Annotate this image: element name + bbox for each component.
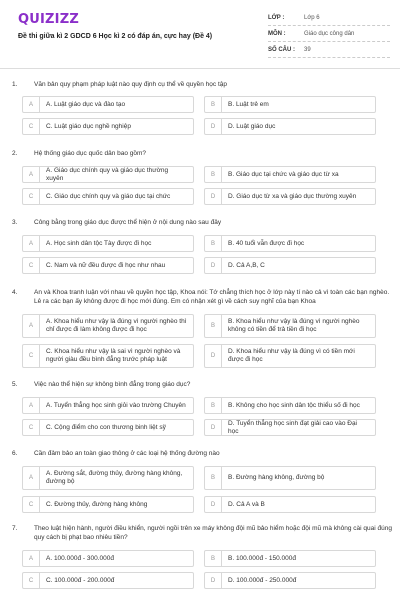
option-d[interactable]: D D. Tuyển thẳng học sinh đạt giải cao vào Đại học (204, 419, 376, 436)
worksheet-meta (268, 10, 390, 58)
question-6 (12, 449, 392, 458)
meta-row-subject (268, 26, 390, 42)
question-number: 1. (12, 81, 18, 88)
option-d[interactable]: D D. Cả A và B (204, 496, 376, 513)
meta-value: 39 (304, 46, 311, 53)
option-b[interactable]: B B. Đường hàng không, đường bộ (204, 466, 376, 490)
option-b[interactable]: B B. 100.000đ - 150.000đ (204, 550, 376, 567)
meta-value: Lớp 6 (304, 14, 320, 21)
option-b[interactable]: B B. Luật trẻ em (204, 96, 376, 113)
question-text: Việc nào thể hiện sự không bình đẳng trong giáo dục? (34, 381, 191, 388)
option-a[interactable]: A A. 100.000đ - 300.000đ (22, 550, 194, 567)
meta-label: SỐ CÂU : (268, 46, 295, 53)
question-text: Cần đảm bảo an toàn giao thông ở các loại hệ thống đường nào (34, 450, 220, 457)
option-a[interactable]: A A. Giáo dục chính quy và giáo dục thường xuyên (22, 166, 194, 183)
question-text: Văn bản quy phạm pháp luật nào quy định cụ thể về quyền học tập (34, 81, 227, 88)
option-d[interactable]: D D. Khoa hiểu như vậy là đúng vì có tiền mới được đi học (204, 344, 376, 368)
question-number: 3. (12, 219, 18, 226)
option-c[interactable]: C C. Nam và nữ đều được đi học như nhau (22, 257, 194, 274)
option-c[interactable]: C C. Đường thủy, đường hàng không (22, 496, 194, 513)
option-c[interactable]: C C. 100.000đ - 200.000đ (22, 572, 194, 589)
meta-label: MÔN : (268, 30, 286, 37)
option-a[interactable]: A A. Đường sắt, đường thủy, đường hàng không, đường bộ (22, 466, 194, 490)
option-a[interactable]: A A. Khoa hiểu như vậy là đúng vì người nghèo thì chỉ được đi làm không được đi học (22, 314, 194, 338)
option-a[interactable]: A A. Học sinh dân tộc Tày được đi học (22, 235, 194, 252)
meta-row-class (268, 10, 390, 26)
question-text: Theo luật hiện hành, người điều khiển, người ngồi trên xe máy không đội mũ bảo hiểm hoặc đội mũ mà không cài quai đúng quy cách bị phạt bao nhiêu tiền? (34, 525, 392, 541)
option-b[interactable]: B B. Không cho học sinh dân tộc thiểu số đi học (204, 397, 376, 414)
question-5 (12, 380, 392, 389)
question-3 (12, 218, 392, 227)
option-c[interactable]: C C. Khoa hiểu như vậy là sai vì người nghèo và người giàu đều bình đẳng trước pháp luật (22, 344, 194, 368)
meta-row-count (268, 42, 390, 58)
question-text: An và Khoa tranh luận với nhau về quyền học tập, Khoa nói: Tớ chẳng thích học ở lớp này tí nào cả vì toàn các bạn nghèo. Lê ra các bạn ấy không được đi học mới đúng. Em có nhận xét gì về cách suy nghĩ của bạn Khoa (34, 289, 390, 305)
option-d[interactable]: D D. Luật giáo dục (204, 118, 376, 135)
question-number: 7. (12, 525, 18, 532)
meta-label: LỚP : (268, 14, 285, 21)
option-b[interactable]: B B. Giáo dục tại chức và giáo dục từ xa (204, 166, 376, 183)
option-d[interactable]: D D. Cả A,B, C (204, 257, 376, 274)
question-4 (12, 288, 392, 306)
option-c[interactable]: C C. Luật giáo dục nghề nghiệp (22, 118, 194, 135)
option-b[interactable]: B B. Khoa hiểu như vậy là đúng vì người nghèo không có tiền để trả tiền đi học (204, 314, 376, 338)
question-text: Công bằng trong giáo dục được thể hiện ở nội dung nào sau đây (34, 219, 222, 226)
question-1 (12, 80, 392, 89)
option-d[interactable]: D D. 100.000đ - 250.000đ (204, 572, 376, 589)
question-number: 5. (12, 381, 18, 388)
quizizz-logo: QUIZIZZ (18, 12, 79, 27)
option-a[interactable]: A A. Luật giáo dục và đào tạo (22, 96, 194, 113)
question-number: 2. (12, 150, 18, 157)
option-b[interactable]: B B. 40 tuổi vẫn được đi học (204, 235, 376, 252)
worksheet-header (0, 0, 400, 65)
option-d[interactable]: D D. Giáo dục từ xa và giáo dục thường xuyên (204, 188, 376, 205)
option-c[interactable]: C C. Giáo dục chính quy và giáo dục tại chức (22, 188, 194, 205)
option-a[interactable]: A A. Tuyển thẳng học sinh giỏi vào trường Chuyên (22, 397, 194, 414)
meta-value: Giáo dục công dân (304, 30, 355, 37)
option-c[interactable]: C C. Cộng điểm cho con thương binh liệt sỹ (22, 419, 194, 436)
question-number: 6. (12, 450, 18, 457)
question-7 (12, 524, 392, 542)
worksheet-title: Đề thi giữa kì 2 GDCD 6 Học kì 2 có đáp án, cực hay (Đề 4) (18, 33, 213, 40)
question-2 (12, 149, 392, 158)
question-number: 4. (12, 289, 18, 296)
question-text: Hệ thống giáo dục quốc dân bao gồm? (34, 150, 147, 157)
header-divider (0, 68, 400, 69)
